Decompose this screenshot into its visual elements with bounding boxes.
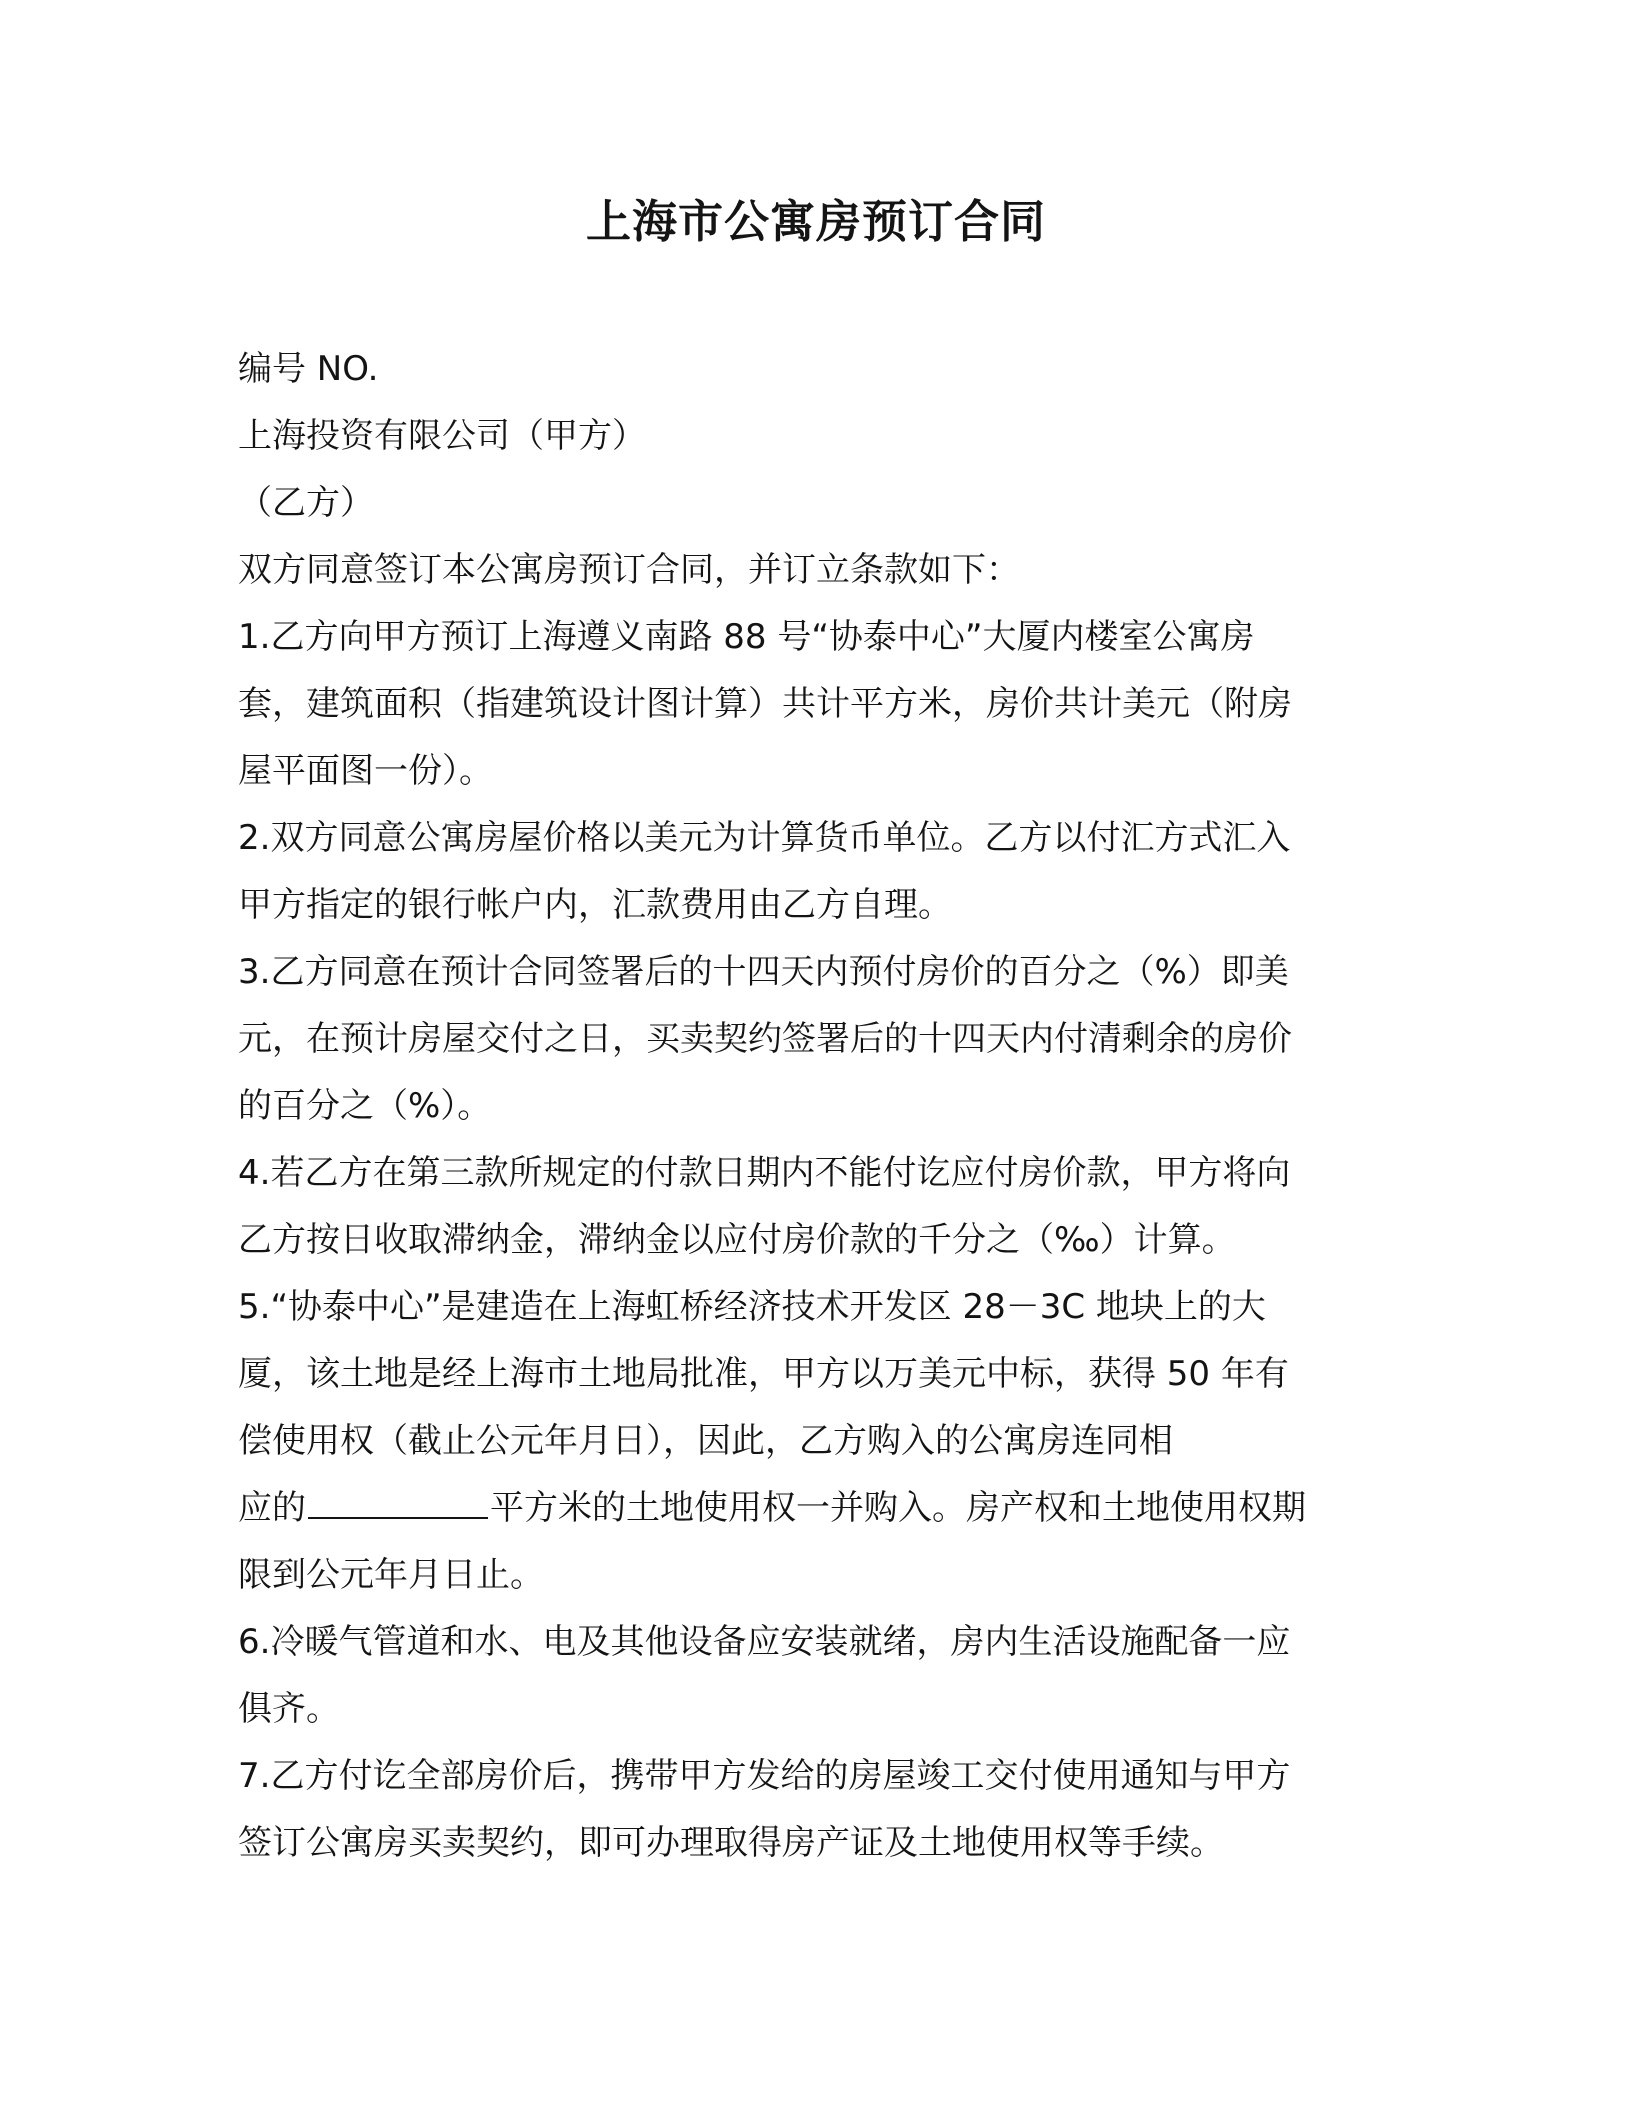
clause-5-line: 限到公元年月日止。 (238, 1555, 544, 1595)
clause-4-line: 4.若乙方在第三款所规定的付款日期内不能付讫应付房价款，甲方将向 (238, 1153, 1291, 1193)
clause-5-line: 偿使用权（截止公元年月日），因此，乙方购入的公寓房连同相 (238, 1421, 1173, 1461)
clause-5-blank-line (238, 1475, 1398, 1542)
clause-5-line: 厦，该土地是经上海市土地局批准，甲方以万美元中标，获得 50 年有 (238, 1354, 1289, 1394)
clause-2-line: 2.双方同意公寓房屋价格以美元为计算货币单位。乙方以付汇方式汇入 (238, 818, 1291, 858)
fill-in-blank (308, 1477, 488, 1519)
clause-2-line: 甲方指定的银行帐户内，汇款费用由乙方自理。 (238, 885, 952, 925)
intro-text: 双方同意签订本公寓房预订合同，并订立条款如下： (238, 550, 1020, 590)
page-title: 上海市公寓房预订合同 (585, 195, 1046, 248)
clause-3-line: 3.乙方同意在预计合同签署后的十四天内预付房价的百分之（%）即美 (238, 952, 1289, 992)
clause-1-line: 1.乙方向甲方预订上海遵义南路 88 号“协泰中心”大厦内楼室公寓房 (238, 617, 1255, 657)
clause-6-line: 俱齐。 (238, 1689, 340, 1729)
clause-3-line: 元，在预计房屋交付之日，买卖契约签署后的十四天内付清剩余的房价 (238, 1019, 1292, 1059)
clause-7-line: 签订公寓房买卖契约，即可办理取得房产证及土地使用权等手续。 (238, 1823, 1224, 1863)
clause-1-line: 屋平面图一份）。 (238, 751, 493, 791)
blank-prefix: 应的 (238, 1488, 306, 1528)
clause-5-line: 5.“协泰中心”是建造在上海虹桥经济技术开发区 28－3C 地块上的大 (238, 1287, 1266, 1327)
clause-7-line: 7.乙方付讫全部房价后，携带甲方发给的房屋竣工交付使用通知与甲方 (238, 1756, 1291, 1796)
party-a: 上海投资有限公司（甲方） (238, 416, 646, 456)
clause-3-line: 的百分之（%）。 (238, 1086, 492, 1126)
blank-suffix: 平方米的土地使用权一并购入。房产权和土地使用权期 (490, 1488, 1306, 1528)
clause-1-line: 套，建筑面积（指建筑设计图计算）共计平方米，房价共计美元（附房 (238, 684, 1292, 724)
contract-number: 编号 NO. (238, 349, 379, 389)
clause-4-line: 乙方按日收取滞纳金，滞纳金以应付房价款的千分之（‰）计算。 (238, 1220, 1236, 1260)
party-b: （乙方） (238, 483, 374, 523)
contract-body (238, 336, 1398, 1877)
clause-6-line: 6.冷暖气管道和水、电及其他设备应安装就绪，房内生活设施配备一应 (238, 1622, 1291, 1662)
